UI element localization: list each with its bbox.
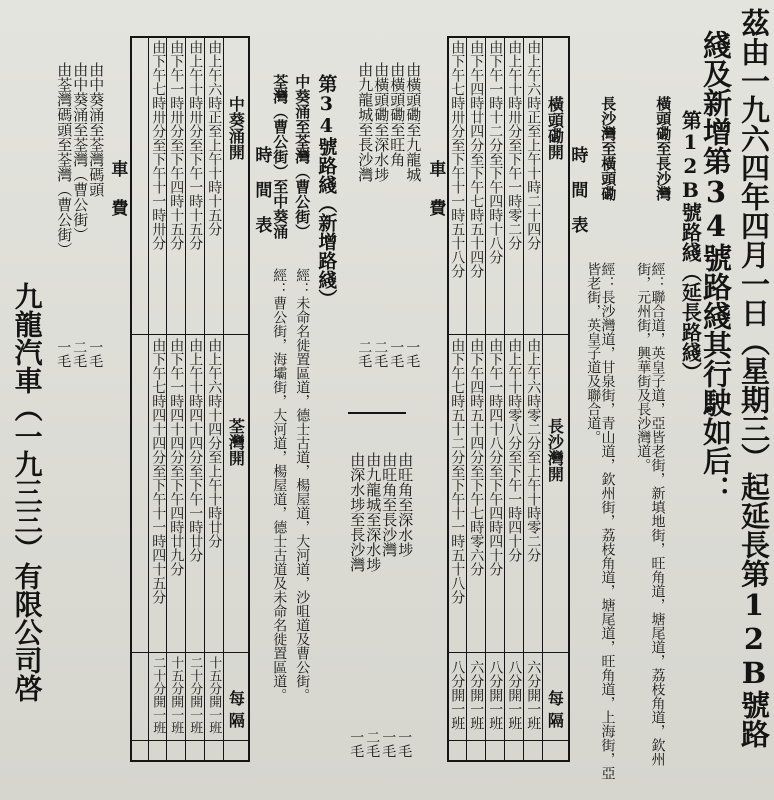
route12b-left-label: 橫頭磡開 — [545, 96, 565, 160]
route34-fare-route-1: 由中葵涌至荃灣碼頭 — [87, 62, 106, 197]
route34-title: 第34號路綫（新增路綫） — [315, 74, 338, 308]
route12b-fare-value-6: 一毛 — [380, 730, 397, 758]
route12b-dir2-route: 經：長沙灣道，甘泉街，青山道，欽州街，荔枝角道，塘尾道，旺角道，上海街，亞皆老街，英皇子道及聯合道。 — [585, 262, 616, 780]
route34-dir1-route: 經：未命名徙置區道，德士古道，楊屋道，大河道，沙咀道及曹公街。 — [294, 268, 311, 702]
route12b-title: 第12B號路綫（延長路綫） — [678, 110, 703, 382]
route34-dir2-route: 經：曹公街，海壩街，大河道，楊屋道，德士古道及未命名徙置區道。 — [271, 268, 288, 702]
route34-fare-route-2: 由中葵涌至荃灣（曹公街） — [71, 62, 90, 242]
route34-interval-3: 十五分開一班 — [168, 656, 184, 734]
route12b-fare-route-4: 由九龍城至長沙灣 — [356, 62, 375, 182]
route12b-fares-label: 車費 — [425, 160, 446, 238]
route34-right-row-3: 由下午一時四十四分至下午四時廿九分 — [168, 338, 185, 576]
route12b-fare-value-2: 一毛 — [388, 340, 405, 368]
route12b-interval-label: 每隔 — [545, 690, 565, 734]
route12b-fare-value-3: 二毛 — [372, 340, 389, 368]
route34-right-row-4: 由下午七時四十四分至下午十一時四十五分 — [150, 338, 167, 604]
route12b-dir1-route: 經：聯合道，英皇子道，亞皆老街，新填地街，旺角道，塘尾道，荔枝角道，欽州街，元州街，興華街及長沙灣道。 — [635, 262, 666, 766]
route12b-fare-route-1: 由橫頭磡至九龍城 — [404, 62, 423, 182]
route34-interval-label: 每隔 — [226, 690, 246, 734]
route34-fares-label: 車費 — [107, 160, 128, 238]
route34-timetable-heading: 時間表 — [251, 146, 272, 251]
route12b-right-row-2: 由上午十時零八分至下午一時四十分 — [506, 338, 523, 562]
route12b-fare-value-5: 一毛 — [396, 730, 413, 758]
headline-line2: 綫及新增第34號路綫其行駛如后： — [699, 30, 733, 504]
route34-left-row-3: 由下午一時卅分至下午四時十五分 — [168, 40, 185, 250]
route12b-left-row-4: 由下午四時廿四分至下午七時五十四分 — [468, 40, 485, 278]
route12b-interval-4: 六分開一班 — [468, 660, 485, 730]
route12b-fare-route-6: 由旺角至長沙灣 — [380, 452, 399, 557]
route12b-fare-value-7: 二毛 — [364, 730, 381, 758]
route12b-fare-value-4: 二毛 — [356, 340, 373, 368]
route12b-left-row-1: 由上午六時正至上午十時二十四分 — [525, 40, 542, 250]
route12b-interval-3: 八分開一班 — [487, 660, 504, 730]
route12b-fare-route-8: 由深水埗至長沙灣 — [348, 452, 367, 572]
route34-left-row-1: 由上午六時正至上午十時十五分 — [206, 40, 223, 236]
route12b-left-row-5: 由下午七時卅分至下午十一時五十八分 — [449, 40, 466, 278]
route12b-right-label: 長沙灣開 — [545, 418, 565, 482]
route34-interval-4: 二十分開一班 — [150, 656, 166, 734]
route12b-right-row-3: 由下午一時四十八分至下午四時四十分 — [487, 338, 504, 576]
route12b-fare-route-2: 由橫頭磡至旺角 — [388, 62, 407, 167]
route12b-interval-2: 八分開一班 — [506, 660, 523, 730]
route12b-dir1-title: 橫頭磡至長沙灣 — [654, 96, 673, 201]
route34-fare-route-3: 由荃灣碼頭至荃灣（曹公街） — [55, 62, 74, 257]
route34-interval-2: 二十分開一班 — [187, 656, 203, 734]
fare-divider — [348, 412, 406, 414]
route12b-fare-route-5: 由旺角至深水埗 — [396, 452, 415, 557]
route34-dir1-title: 中葵涌至荃灣（曹公街） — [293, 74, 312, 239]
route12b-left-row-2: 由上午十時卅分至下午一時零二分 — [506, 40, 523, 250]
route12b-right-row-1: 由上午六時零二分至上午十時零二分 — [525, 338, 542, 562]
route12b-timetable-heading: 時間表 — [567, 146, 588, 251]
route34-dir2-title: 荃灣（曹公街）至中葵涌 — [271, 74, 290, 239]
route34-right-row-2: 由上午十時四十四分至下午一時廿分 — [187, 338, 204, 562]
route34-left-row-4: 由下午七時卅分至下午十一時卅分 — [150, 40, 167, 250]
route34-right-row-1: 由上午六時十四分至上午十時廿分 — [206, 338, 223, 548]
company-signature: 九龍汽車（一九三三）有限公司啓 — [10, 282, 44, 702]
route12b-interval-5: 八分開一班 — [449, 660, 466, 730]
route12b-fare-route-3: 由橫頭磡至深水埗 — [372, 62, 391, 182]
headline-line1: 茲由一九六四年四月一日（星期三）起延長第12B號路 — [737, 8, 771, 748]
route34-interval-1: 十五分開一班 — [206, 656, 222, 734]
route12b-right-row-5: 由下午七時五十二分至下午十一時五十八分 — [449, 338, 466, 604]
route34-left-label: 中葵涌開 — [226, 96, 246, 160]
route12b-fare-route-7: 由九龍城至深水埗 — [364, 452, 383, 572]
route12b-right-row-4: 由下午四時五十四分至下午七時零六分 — [468, 338, 485, 576]
route12b-fare-value-8: 一毛 — [348, 730, 365, 758]
route34-left-row-2: 由上午十時卅分至下午一時十五分 — [187, 40, 204, 250]
route12b-left-row-3: 由下午一時十二分至下午四時十八分 — [487, 40, 504, 264]
route34-fare-value-2: 二毛 — [71, 340, 88, 368]
route34-fare-value-1: 一毛 — [87, 340, 104, 368]
route12b-interval-1: 六分開一班 — [525, 660, 542, 730]
route34-fare-value-3: 一毛 — [55, 340, 72, 368]
route34-right-label: 荃灣開 — [226, 418, 246, 466]
route12b-fare-value-1: 一毛 — [404, 340, 421, 368]
route12b-dir2-title: 長沙灣至橫頭磡 — [599, 96, 618, 201]
